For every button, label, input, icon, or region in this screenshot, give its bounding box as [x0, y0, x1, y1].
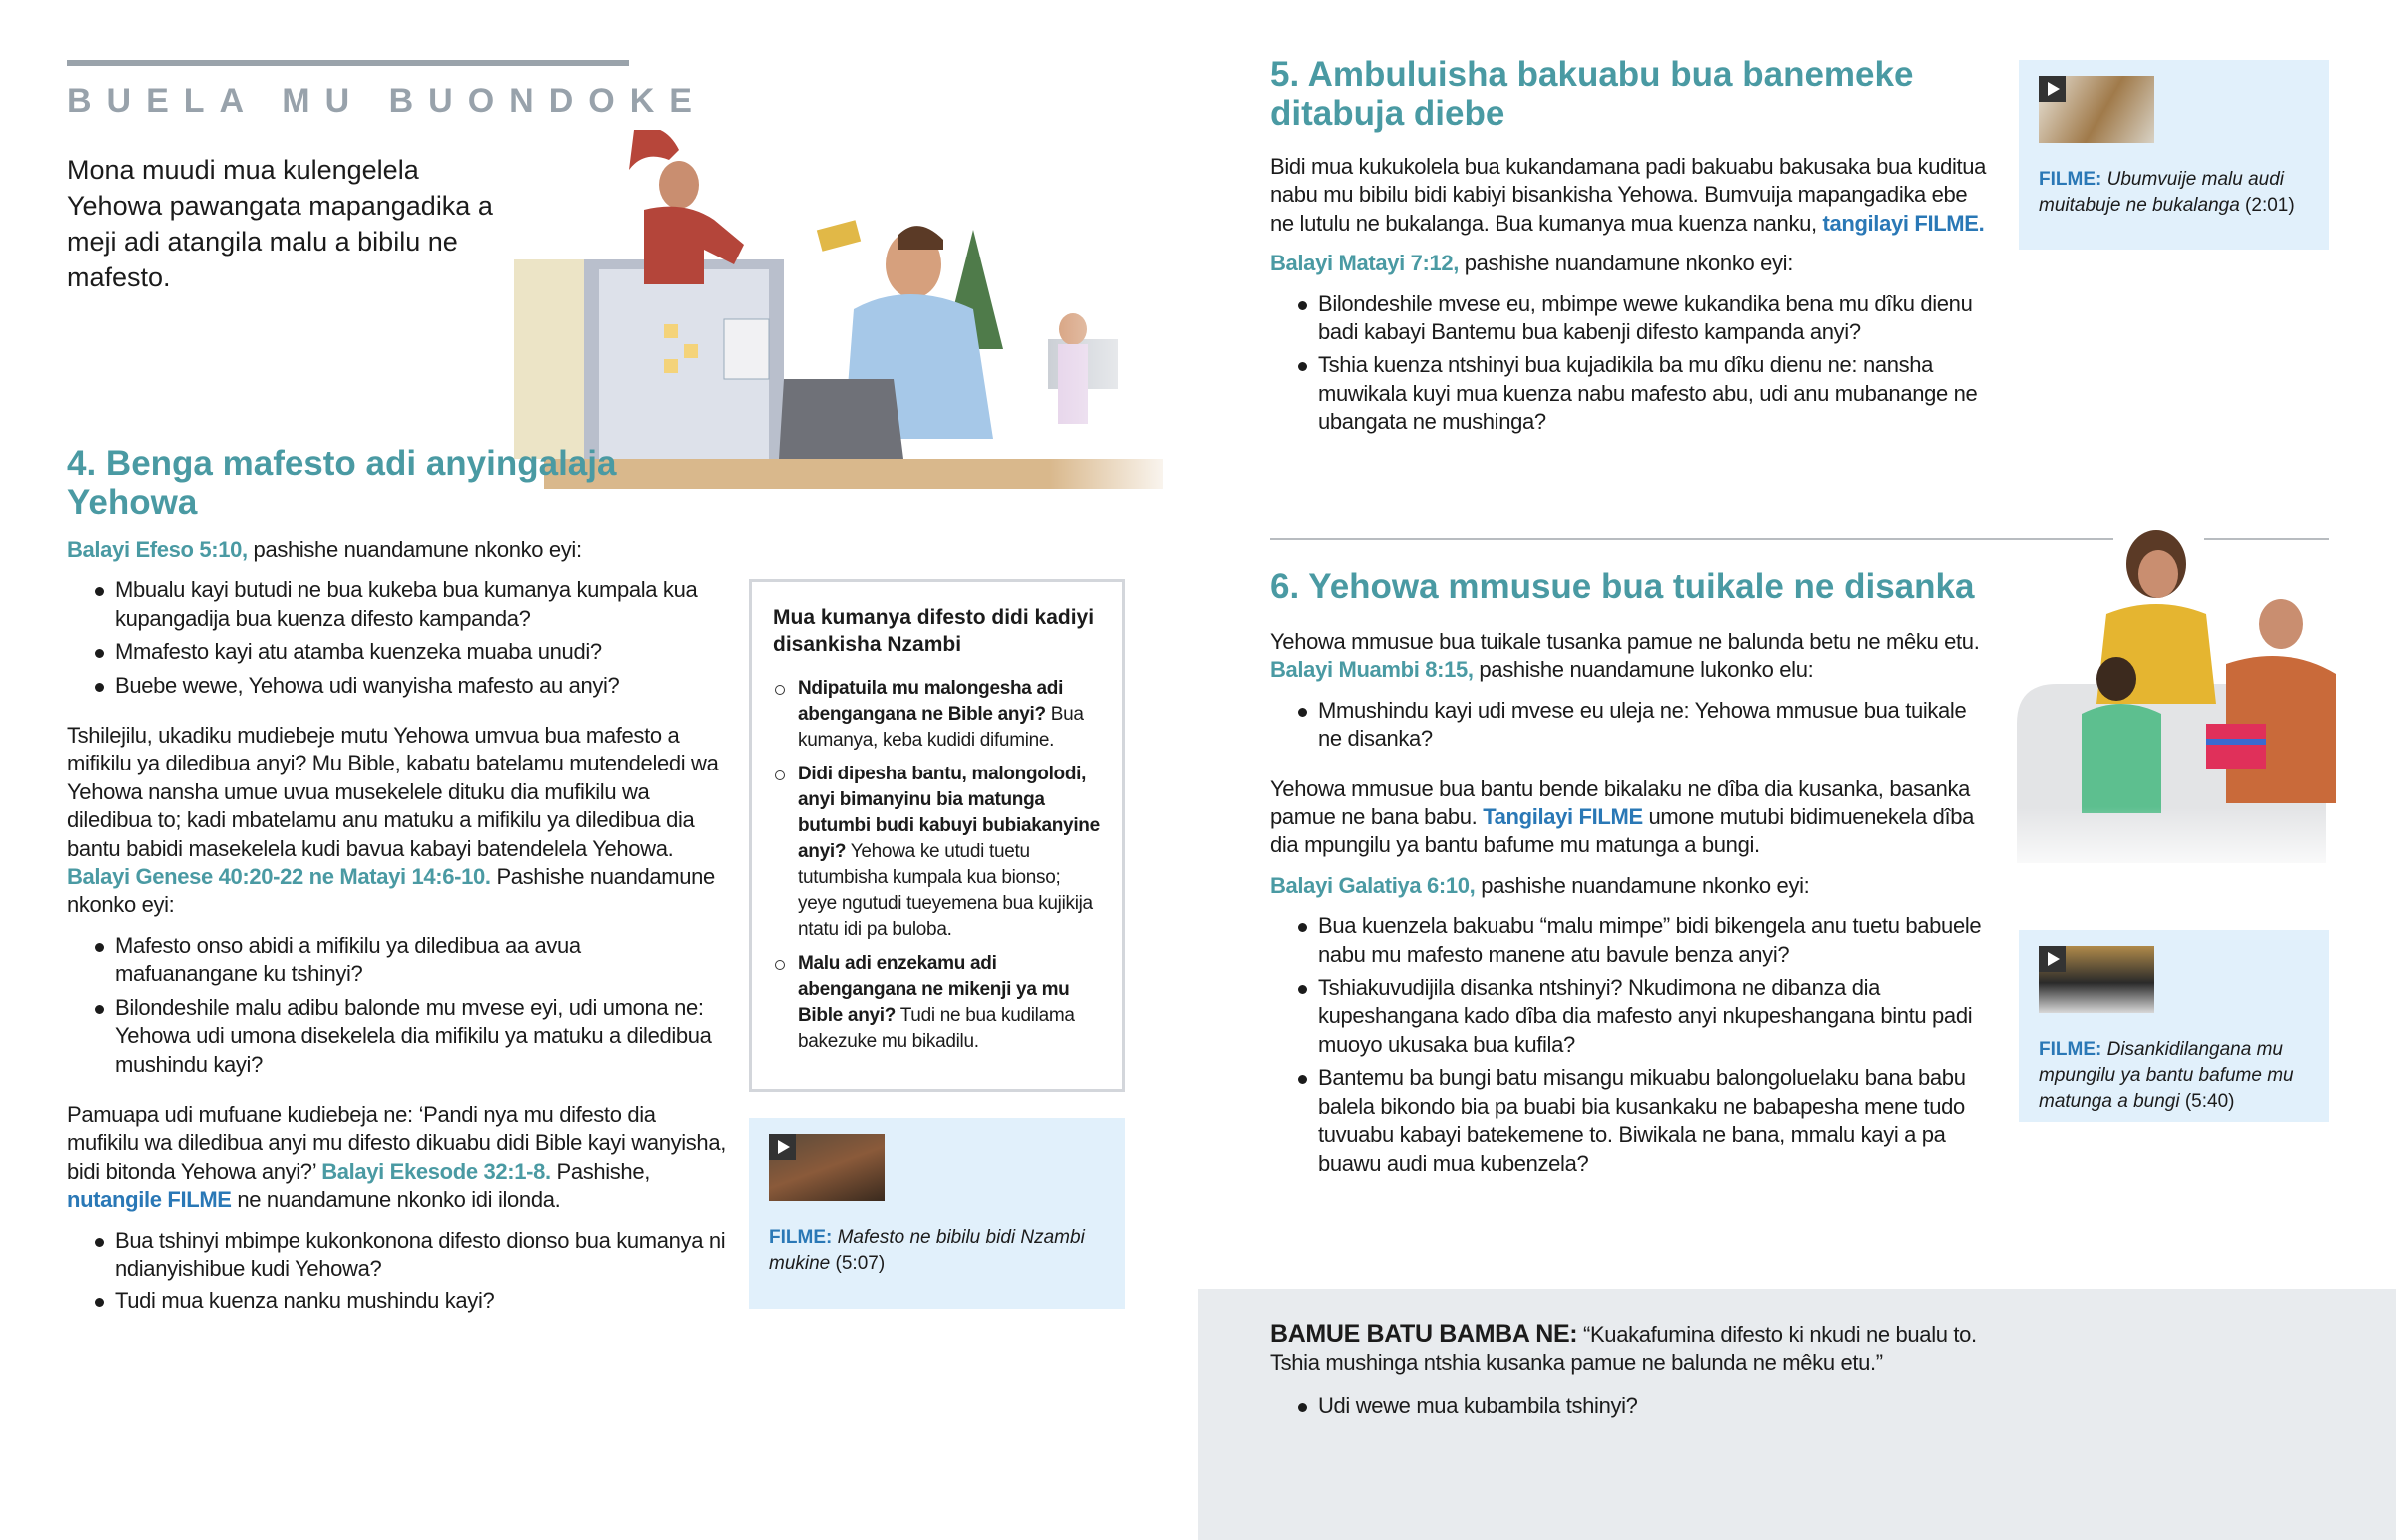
question-item: Bilondeshile malu adibu balonde mu mvese eyi, udi umona ne: Yehowa udi umona disekelela dia mifikilu ya matuku a diledibua mushindu kayi?: [67, 994, 726, 1079]
question-item: Tudi mua kuenza nanku mushindu kayi?: [67, 1287, 726, 1315]
review-label: BAMUE BATU BAMBA NE:: [1270, 1320, 1578, 1348]
paragraph-text: umone mutubi bidimuenekela dîba dia mpungilu ya bantu bafume mu matunga a bungi.: [1270, 804, 1975, 858]
film-caption: [2039, 1037, 2309, 1115]
question-item: Mafesto onso abidi a mifikilu ya diledibua aa avua mafuanangane ku tshinyi?: [67, 932, 726, 989]
questions-list-2: [1270, 912, 1989, 1178]
section-6-paragraph-1: [1270, 628, 1989, 685]
prompt-text: pashishe nuandamune nkonko eyi:: [1475, 872, 1810, 898]
section-6-heading: 6. Yehowa mmusue bua tuikale ne disanka: [1270, 567, 1975, 606]
section-5-prompt: [1270, 250, 1989, 277]
sidebar-answer: Bua kumanya, keba kudidi difumine.: [798, 704, 1084, 751]
sidebar-item: [773, 762, 1102, 943]
film-duration: (5:40): [2179, 1091, 2235, 1112]
scripture-link[interactable]: Balayi Efeso 5:10,: [67, 537, 248, 562]
review-quote: “Kuakafumina difesto ki nkudi ne bualu to. Tshia mushinga ntshia kusanka pamue ne balunda ne mêku etu.”: [1270, 1322, 1977, 1376]
paragraph-text: Yehowa mmusue bua bantu bende bikalaku ne dîba dia kusanka, basanka pamue ne bana babu.: [1270, 775, 1971, 830]
film-title[interactable]: Disankidilangana mu mpungilu ya bantu bafume mu matunga a bungi: [2039, 1039, 2294, 1112]
film-duration: (2:01): [2239, 195, 2295, 216]
question-item: Bilondeshile mvese eu, mbimpe wewe kukandika bena mu dîku dienu badi kabayi Bantemu bua kabenji difesto kampanda anyi?: [1270, 290, 1989, 347]
paragraph-text: Yehowa mmusue bua tuikale tusanka pamue ne balunda betu ne mêku etu.: [1270, 629, 1980, 654]
question-item: Bua tshinyi mbimpe kukonkonona difesto dionso bua kumanya ni ndianyishibue kudi Yehowa?: [67, 1227, 726, 1283]
section-4-prompt-1: [67, 536, 726, 564]
questions-list-1: [67, 576, 726, 700]
video-thumbnail[interactable]: [769, 1134, 885, 1201]
film-title[interactable]: Mafesto ne bibilu bidi Nzambi mukine: [769, 1227, 1085, 1274]
section-4-paragraph-2: [67, 722, 726, 920]
film-label: FILME:: [2039, 1039, 2102, 1060]
section-4-heading: 4. Benga mafesto adi anyingalaja Yehowa: [67, 444, 617, 522]
intro-text: Mona muudi mua kulengelela Yehowa pawangata mapangadika a meji adi atangila malu a bibilu ne mafesto.: [67, 155, 493, 292]
sidebar-item: [773, 676, 1102, 754]
film-label: FILME:: [2039, 169, 2102, 190]
question-item: Mmushindu kayi udi mvese eu uleja ne: Yehowa mmusue bua tuikale ne disanka?: [1270, 697, 1989, 754]
paragraph-text: Bidi mua kukukolela bua kukandamana padi bakuabu bakusaka bua kuditua nabu mu bibilu bidi kabiyi bisankisha Yehowa. Bumvuija mapangadika ebe ne lutulu ne bukalanga. Bua kumanya mua kuenza nanku,: [1270, 154, 1987, 236]
questions-list-2: [67, 932, 726, 1079]
scripture-link[interactable]: Balayi Matayi 7:12,: [1270, 251, 1460, 276]
question-item: Mbualu kayi butudi ne bua kukeba bua kumanya kumpala kua kupangadija bua kuenza difesto kampanda?: [67, 576, 726, 633]
sidebar-answer: Tudi ne bua kudilama bakezuke mu bikadilu.: [798, 1005, 1075, 1052]
section-5-heading: 5. Ambuluisha bakuabu bua banemeke ditabuja diebe: [1270, 55, 1914, 133]
sidebar-answer: Yehowa ke utudi tuetu tutumbisha kumpala kua bionso; yeye ngutudi tueyemena bua kujikija ntatu idi pa buloba.: [798, 841, 1093, 940]
paragraph-text: Tshilejilu, ukadiku mudiebeje mutu Yehowa umvua bua mafesto a mifikilu ya diledibua anyi? Mu Bible, kabatu batelamu mutendeledi wa Yehowa nansha umue uvua musekelele dituku dia mufikilu wa diledibua to; kadi mbatelamu anu matuku a mifikilu ya diledibua dia bantu babidi masekelela kudi bavua kabayi batendelela Yehowa.: [67, 723, 719, 861]
review-questions: [1270, 1392, 2029, 1420]
sidebar-box: [749, 579, 1125, 1092]
film-label: FILME:: [769, 1227, 833, 1248]
section-divider: [1270, 538, 2113, 540]
question-item: Udi wewe mua kubambila tshinyi?: [1270, 1392, 2029, 1420]
video-thumbnail[interactable]: [2039, 76, 2154, 143]
paragraph-text: Pashishe,: [550, 1158, 650, 1184]
film-box-2[interactable]: [2019, 60, 2329, 250]
section-5: [1270, 55, 1989, 459]
question-item: Buebe wewe, Yehowa udi wanyisha mafesto au anyi?: [67, 672, 726, 700]
scripture-link[interactable]: Balayi Ekesode 32:1-8.: [321, 1158, 551, 1184]
prompt-text: pashishe nuandamune nkonko eyi:: [247, 537, 582, 562]
question-item: Bua kuenzela bakuabu “malu mimpe” bidi bikengela anu tuetu babuele nabu mu mafesto manene atu bavule benza anyi?: [1270, 912, 1989, 969]
sidebar-list: [773, 676, 1102, 1055]
section-6-paragraph-2: [1270, 775, 1989, 860]
prompt-text: pashishe nuandamune lukonko elu:: [1473, 657, 1814, 683]
section-6: [1270, 567, 1989, 1200]
question-item: Tshiakuvudijila disanka ntshinyi? Nkudimona ne dibanza dia kupeshangana kado dîba dia mafesto anyi nkupeshangana bintu padi muoyo ukusaka bua kufila?: [1270, 974, 1989, 1059]
section-4-paragraph-3: [67, 1101, 726, 1215]
sidebar-item: [773, 951, 1102, 1055]
family-gift-illustration: [2017, 524, 2336, 878]
questions-list: [1270, 290, 1989, 437]
paragraph-text: ne nuandamune nkonko idi ilonda.: [231, 1187, 561, 1213]
questions-list-1: [1270, 697, 1989, 754]
video-link[interactable]: tangilayi FILME.: [1822, 210, 1985, 236]
review-box: [1198, 1289, 2396, 1540]
film-duration: (5:07): [830, 1253, 886, 1274]
play-icon[interactable]: [2039, 946, 2066, 972]
questions-list-3: [67, 1227, 726, 1316]
review-statement: [1270, 1320, 2029, 1378]
section-kicker: BUELA MU BUONDOKE: [67, 82, 707, 120]
section-6-prompt: [1270, 872, 1989, 900]
section-4: [67, 444, 726, 1338]
video-thumbnail[interactable]: [2039, 946, 2154, 1013]
prompt-text: pashishe nuandamune nkonko eyi:: [1459, 251, 1793, 276]
film-caption: [2039, 167, 2309, 219]
scripture-link[interactable]: Balayi Galatiya 6:10,: [1270, 872, 1476, 898]
prompt-text: Pashishe nuandamune nkonko eyi:: [67, 864, 715, 918]
film-box-1[interactable]: [749, 1118, 1125, 1309]
question-item: Tshia kuenza ntshinyi bua kujadikila ba mu dîku dienu ne: nansha muwikala kuyi mua kuenza nabu mafesto abu, udi anu mubanange ne ubangata ne mushinga?: [1270, 351, 1989, 436]
scripture-link[interactable]: Balayi Muambi 8:15,: [1270, 657, 1474, 683]
play-icon[interactable]: [769, 1134, 796, 1160]
question-item: Mmafesto kayi atu atamba kuenzeka muaba unudi?: [67, 638, 726, 666]
film-caption: [769, 1225, 1105, 1277]
section-5-paragraph-1: [1270, 153, 1989, 238]
paragraph-text: Pamuapa udi mufuane kudiebeja ne: ‘Pandi nya mu difesto dia mufikilu wa diledibua anyi mu difesto dikuabu didi Bible kayi wanyisha, bidi bitonda Yehowa anyi?’: [67, 1101, 726, 1184]
scripture-link[interactable]: Balayi Genese 40:20-22 ne Matayi 14:6-10.: [67, 864, 491, 890]
film-title[interactable]: Ubumvuije malu audi muitabuje ne bukalanga: [2039, 169, 2285, 216]
sidebar-question: Ndipatuila mu malongesha adi abengangana ne Bible anyi?: [798, 678, 1064, 725]
header-rule: [67, 60, 629, 66]
sidebar-question: Didi dipesha bantu, malongolodi, anyi bimanyinu bia matunga butumbi budi kabuyi bubiakanyine anyi?: [798, 764, 1100, 862]
play-icon[interactable]: [2039, 76, 2066, 102]
video-link[interactable]: nutangile FILME: [67, 1187, 232, 1213]
question-item: Bantemu ba bungi batu misangu mikuabu balongoluelaku bana babu balela bikondo bia pa buabi bia kusankaku ne babapesha mene tudo tuvuabu kabayi batekemene to. Biwikala ne bana, mmalu kayi a pa buawu audi mua kubenzela?: [1270, 1064, 1989, 1178]
sidebar-title: Mua kumanya difesto didi kadiyi disankisha Nzambi: [773, 606, 1095, 656]
film-box-3[interactable]: [2019, 930, 2329, 1122]
video-link[interactable]: Tangilayi FILME: [1483, 804, 1643, 830]
sidebar-question: Malu adi enzekamu adi abengangana ne mikenji ya mu Bible anyi?: [798, 953, 1070, 1026]
